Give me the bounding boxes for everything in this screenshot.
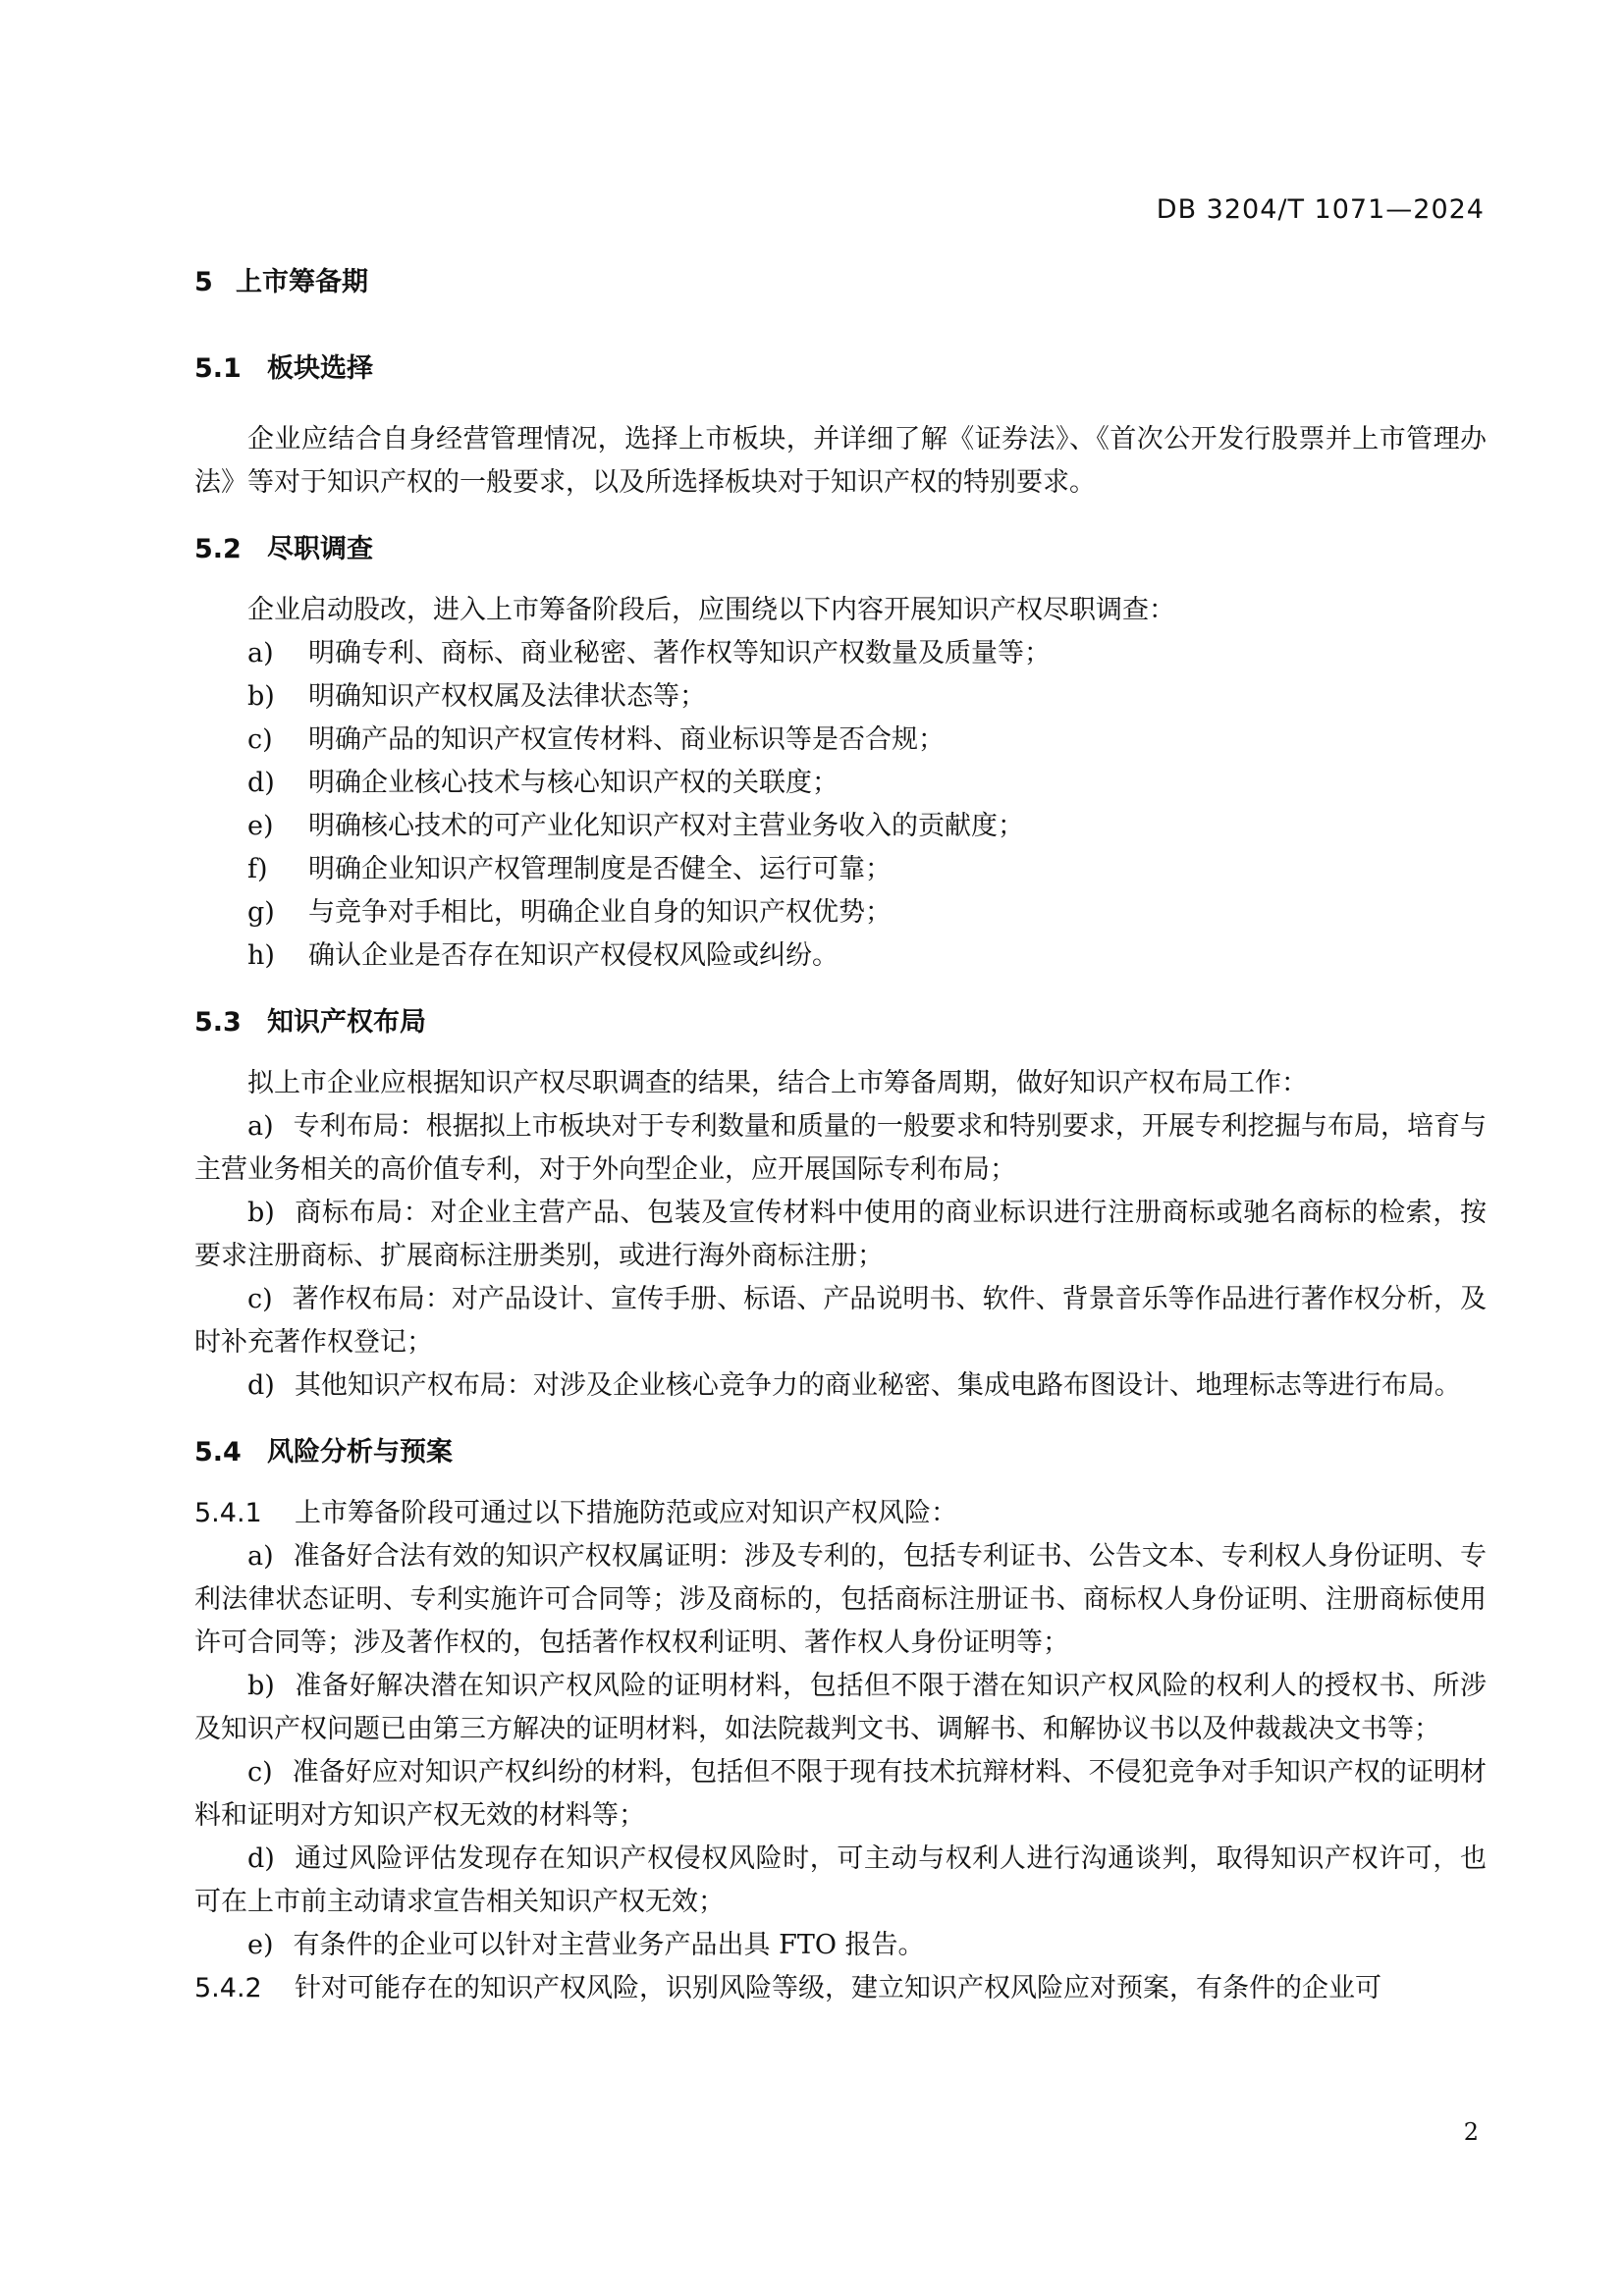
list-item-text: 商标布局：对企业主营产品、包装及宣传材料中使用的商业标识进行注册商标或驰名商标的检索，按要求注册商标、扩展商标注册类别，或进行海外商标注册；: [194, 1198, 1487, 1271]
section-5-3-intro: 拟上市企业应根据知识产权尽职调查的结果，结合上市筹备周期，做好知识产权布局工作：: [247, 1068, 1308, 1098]
list-marker: e): [247, 1930, 274, 1960]
list-marker: a): [247, 1111, 274, 1142]
list-marker: b): [247, 681, 275, 712]
section-title: 上市筹备期: [236, 267, 368, 297]
section-number: 5: [194, 267, 213, 297]
section-number: 5.1: [194, 353, 242, 384]
list-item: [194, 1751, 1487, 1838]
list-marker: f): [247, 854, 268, 884]
section-5-2-heading: [194, 530, 1487, 569]
section-title: 尽职调查: [267, 534, 373, 564]
clause-5-4-2: [194, 1967, 1487, 2010]
list-item-text: 明确企业知识产权管理制度是否健全、运行可靠；: [308, 854, 892, 884]
list-item-text: 准备好应对知识产权纠纷的材料，包括但不限于现有技术抗辩材料、不侵犯竞争对手知识产权的证明材料和证明对方知识产权无效的材料等；: [194, 1757, 1487, 1831]
clause-number: 5.4.1: [194, 1498, 262, 1528]
list-item: [194, 719, 1487, 762]
section-5-2-list: [194, 632, 1487, 978]
clause-text: 针对可能存在的知识产权风险，识别风险等级，建立知识产权风险应对预案，有条件的企业可: [295, 1973, 1381, 2003]
page-number: 2: [1463, 2118, 1479, 2146]
list-item: [194, 1924, 1487, 1967]
section-5-heading: [194, 263, 1487, 302]
list-item: [194, 1105, 1487, 1192]
list-item: [194, 632, 1487, 675]
list-marker: d): [247, 1843, 275, 1874]
list-item-text: 明确知识产权权属及法律状态等；: [308, 681, 706, 712]
section-5-4-heading: [194, 1433, 1487, 1472]
list-marker: c): [247, 1284, 273, 1314]
document-body: [194, 263, 1487, 2010]
list-item: [194, 675, 1487, 719]
list-item: [194, 891, 1487, 934]
list-marker: a): [247, 638, 274, 668]
list-item: [194, 1192, 1487, 1278]
section-5-3-list: [194, 1105, 1487, 1408]
list-item-text: 著作权布局：对产品设计、宣传手册、标语、产品说明书、软件、背景音乐等作品进行著作权分析，及时补充著作权登记；: [194, 1284, 1487, 1358]
clause-text: 上市筹备阶段可通过以下措施防范或应对知识产权风险：: [295, 1498, 957, 1528]
list-item-text: 与竞争对手相比，明确企业自身的知识产权优势；: [308, 897, 892, 928]
list-item: [194, 934, 1487, 978]
list-item: [194, 1535, 1487, 1665]
list-item-text: 其他知识产权布局：对涉及企业核心竞争力的商业秘密、集成电路布图设计、地理标志等进行布局。: [294, 1370, 1461, 1401]
list-marker: b): [247, 1671, 275, 1701]
section-5-2-intro: 企业启动股改，进入上市筹备阶段后，应围绕以下内容开展知识产权尽职调查：: [247, 595, 1175, 625]
list-item-text: 有条件的企业可以针对主营业务产品出具 FTO 报告。: [293, 1930, 925, 1960]
list-marker: e): [247, 811, 274, 841]
list-item: [194, 1364, 1487, 1408]
list-item-text: 通过风险评估发现存在知识产权侵权风险时，可主动与权利人进行沟通谈判，取得知识产权许可，也可在上市前主动请求宣告相关知识产权无效；: [194, 1843, 1487, 1917]
clause-5-4-1: [194, 1492, 1487, 1535]
list-item-text: 明确专利、商标、商业秘密、著作权等知识产权数量及质量等；: [308, 638, 1051, 668]
standard-number: DB 3204/T 1071—2024: [1156, 194, 1485, 225]
list-item: [194, 805, 1487, 848]
list-marker: g): [247, 897, 275, 928]
list-item: [194, 1838, 1487, 1924]
section-title: 风险分析与预案: [267, 1437, 453, 1468]
section-number: 5.4: [194, 1437, 242, 1468]
list-marker: c): [247, 1757, 273, 1788]
section-number: 5.2: [194, 534, 242, 564]
section-5-1-paragraph: 企业应结合自身经营管理情况，选择上市板块，并详细了解《证券法》、《首次公开发行股票并上市管理办法》等对于知识产权的一般要求，以及所选择板块对于知识产权的特别要求。: [194, 424, 1487, 498]
list-item: [194, 848, 1487, 891]
list-marker: d): [247, 1370, 275, 1401]
section-title: 板块选择: [267, 353, 373, 384]
list-item-text: 准备好解决潜在知识产权风险的证明材料，包括但不限于潜在知识产权风险的权利人的授权书、所涉及知识产权问题已由第三方解决的证明材料，如法院裁判文书、调解书、和解协议书以及仲裁裁决文书等；: [194, 1671, 1487, 1744]
list-marker: a): [247, 1541, 274, 1572]
section-title: 知识产权布局: [267, 1007, 426, 1038]
clause-number: 5.4.2: [194, 1973, 262, 2003]
list-item-text: 明确核心技术的可产业化知识产权对主营业务收入的贡献度；: [308, 811, 1024, 841]
list-item: [194, 1278, 1487, 1364]
section-5-3-heading: [194, 1003, 1487, 1042]
list-item-text: 准备好合法有效的知识产权权属证明：涉及专利的，包括专利证书、公告文本、专利权人身份证明、专利法律状态证明、专利实施许可合同等；涉及商标的，包括商标注册证书、商标权人身份证明、注册商标使用许可合同等；涉及著作权的，包括著作权权利证明、著作权人身份证明等；: [194, 1541, 1487, 1658]
list-item-text: 明确产品的知识产权宣传材料、商业标识等是否合规；: [308, 724, 945, 755]
section-number: 5.3: [194, 1007, 242, 1038]
clause-5-4-1-list: [194, 1535, 1487, 1967]
list-marker: b): [247, 1198, 275, 1228]
list-item-text: 专利布局：根据拟上市板块对于专利数量和质量的一般要求和特别要求，开展专利挖掘与布局，培育与主营业务相关的高价值专利，对于外向型企业，应开展国际专利布局；: [194, 1111, 1487, 1185]
list-item: [194, 762, 1487, 805]
section-5-1-heading: [194, 349, 1487, 389]
list-item-text: 确认企业是否存在知识产权侵权风险或纠纷。: [308, 940, 839, 971]
list-marker: d): [247, 768, 275, 798]
list-item: [194, 1665, 1487, 1751]
list-item-text: 明确企业核心技术与核心知识产权的关联度；: [308, 768, 839, 798]
list-marker: c): [247, 724, 273, 755]
list-marker: h): [247, 940, 275, 971]
